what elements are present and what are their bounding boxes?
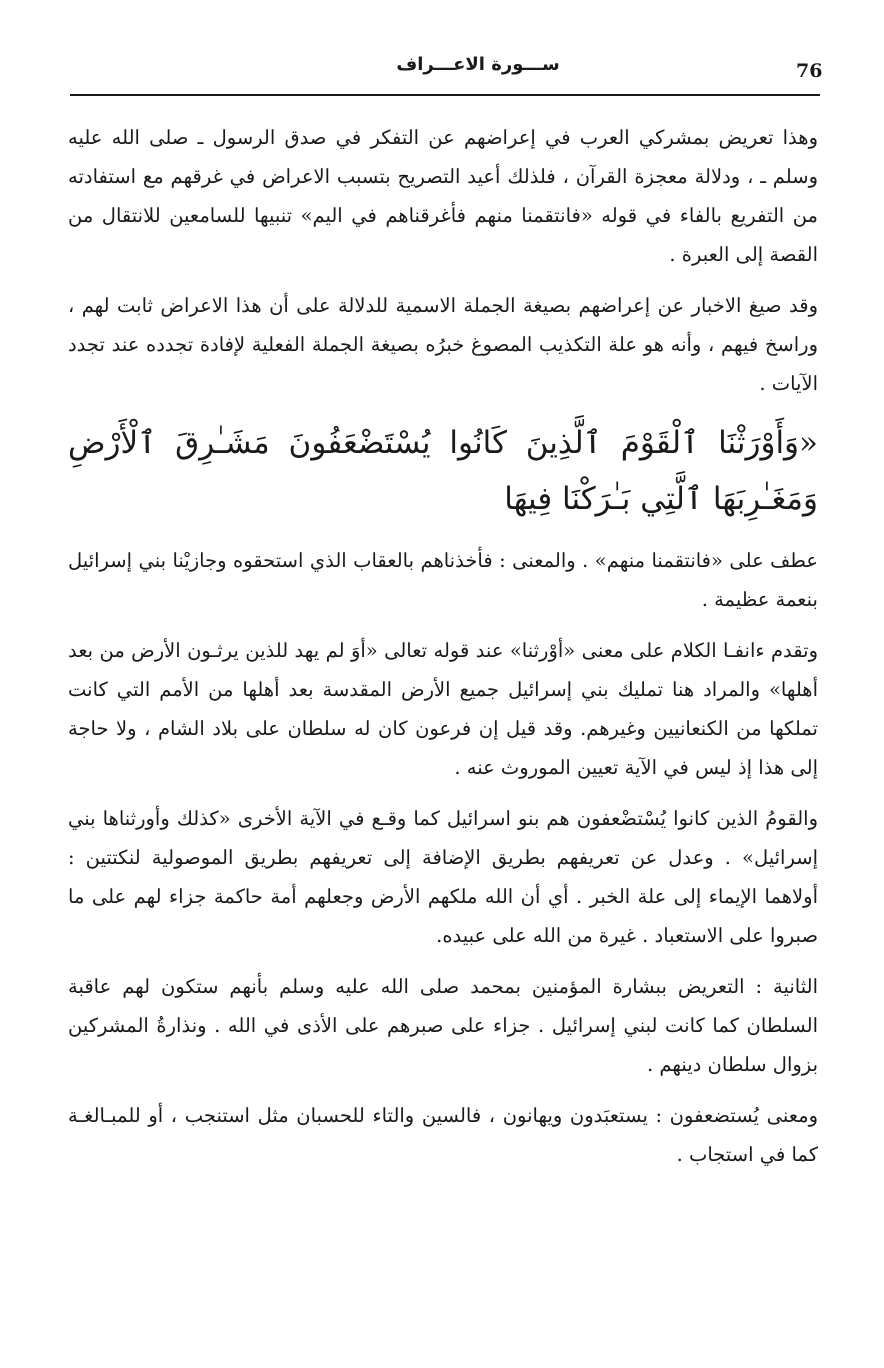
paragraph: الثانية : التعريض ببشارة المؤمنين بمحمد صلى الله عليه وسلم بأنهم ستكون لهم عاقبة السلطان كما كانت لبني إسرائيل . جزاء على صبرهم على الأذى في الله . ونذارةُ المشركين بزوال سلطان دينهم . xyxy=(68,975,818,1076)
paragraph: وقد صيغ الاخبار عن إعراضهم بصيغة الجملة الاسمية للدلالة على أن هذا الاعراض ثابت لهم ، وراسخ فيهم ، وأنه هو علة التكذيب المصوغ خبرُه بصيغة الجملة الفعلية لإفادة تجدده عند تجدد الآيات . xyxy=(68,294,818,395)
paragraph: والقومُ الذين كانوا يُسْتضْعفون هم بنو اسرائيل كما وقـع في الآية الأخرى «كذلك وأورثناها بني إسرائيل» . وعدل عن تعريفهم بطريق الإضافة إلى تعريفهم بطريق الموصولية لنكتتين : أولاهما الإيماء إلى علة الخبر . أي أن الله ملكهم الأرض وجعلهم أمة حاكمة جزاء لهم على ما صبروا على الاستعباد . غيرة من الله على عبيده. xyxy=(68,807,818,947)
paragraph: عطف على «فانتقمنا منهم» . والمعنى : فأخذناهم بالعقاب الذي استحقوه وجازيْنا بني إسرائيل بنعمة عظيمة . xyxy=(68,549,818,611)
paragraph: وتقدم ءانفـا الكلام على معنى «أوْرثنا» عند قوله تعالى «أوَ لم يهد للذين يرثـون الأرض من بعد أهلها» والمراد هنا تمليك بني إسرائيل جميع الأرض المقدسة بعد أهلها من الأمم التي كانت تملكها من الكنعانيين وغيرهم. وقد قيل إن فرعون كان له سلطان على بلاد الشام ، ولا حاجة إلى هذا إذ ليس في الآية تعيين الموروث عنه . xyxy=(68,639,818,779)
page-number: 76 xyxy=(796,60,823,82)
header-rule xyxy=(70,94,820,96)
surah-title: ســـورة الاعـــراف xyxy=(396,54,560,75)
paragraph: وهذا تعريض بمشركي العرب في إعراضهم عن التفكر في صدق الرسول ـ صلى الله عليه وسلم ـ ، ودلالة معجزة القرآن ، فلذلك أعيد التصريح بتسبب الاعراض في غرقهم مع استفادته من التفريع بالفاء في قوله «فانتقمنا منهم فأغرقناهم في اليم» تنبيها للسامعين للانتقال من القصة إلى العبرة . xyxy=(68,126,818,266)
paragraph: ومعنى يُستضعفون : يستعبَدون ويهانون ، فالسين والتاء للحسبان مثل استنجب ، أو للمبـالغـة كما في استجاب . xyxy=(68,1104,818,1166)
quran-verse: «وَأَوْرَثْنَا ٱلْقَوْمَ ٱلَّذِينَ كَانُوا يُسْتَضْعَفُونَ مَشَـٰرِقَ ٱلْأَرْضِ وَمَغَـٰرِبَهَا ٱلَّتِي بَـٰرَكْنَا فِيهَا xyxy=(68,425,818,517)
page-body xyxy=(68,118,818,1186)
page-header xyxy=(68,52,823,92)
